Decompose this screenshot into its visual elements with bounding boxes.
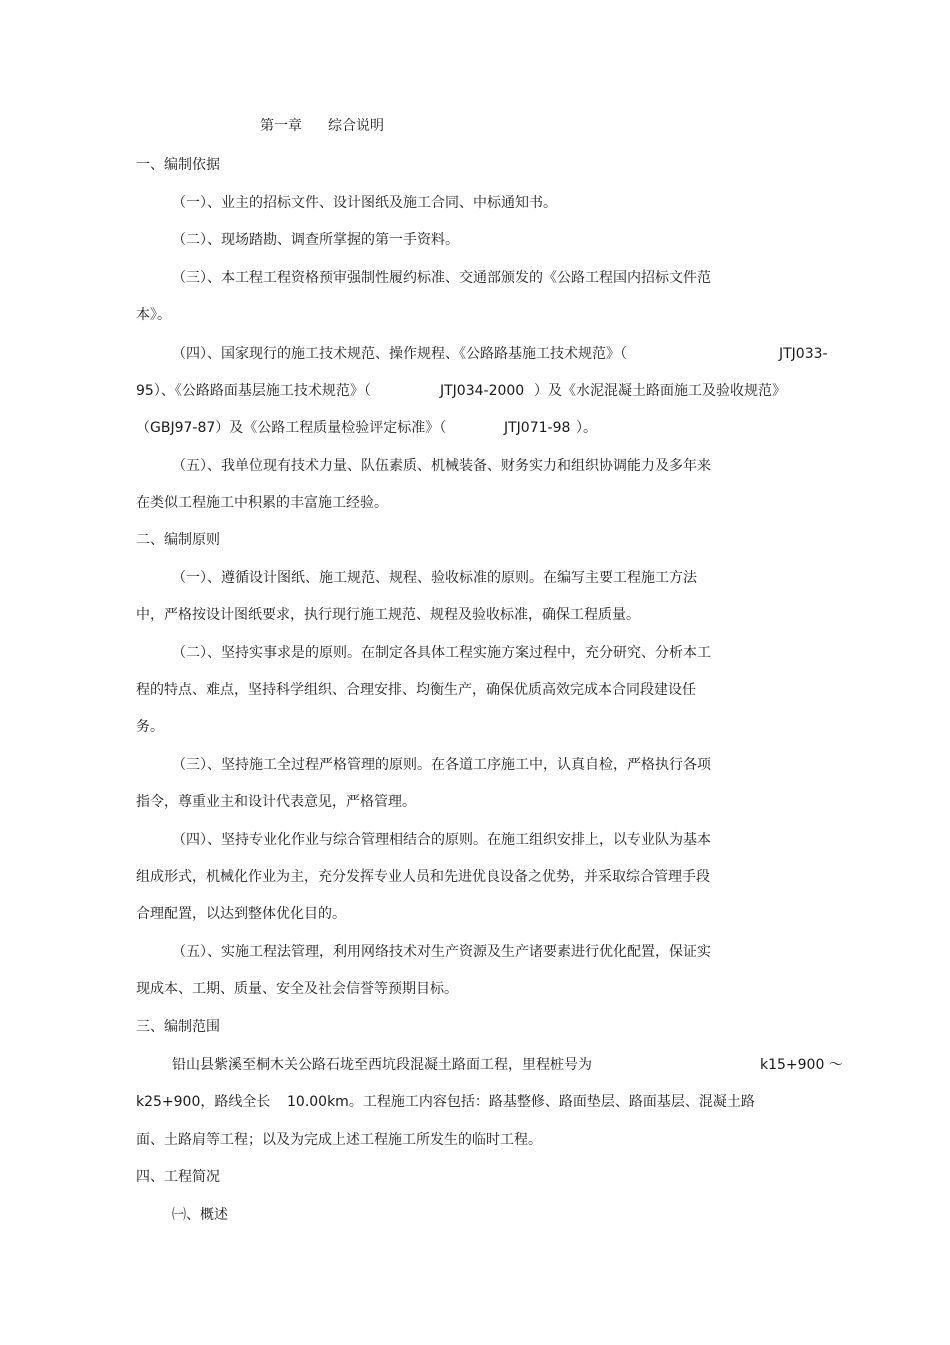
basis-item-5-line-2: 在类似工程施工中积累的丰富施工经验。 bbox=[136, 495, 388, 511]
principle-1-line-1: （一）、遵循设计图纸、施工规范、规程、验收标准的原则。在编写主要工程施工方法 bbox=[172, 570, 697, 586]
principle-2-line-3: 务。 bbox=[136, 719, 164, 735]
principle-4-line-3: 合理配置，以达到整体优化目的。 bbox=[136, 906, 346, 922]
principle-4-line-1: （四）、坚持专业化作业与综合管理相结合的原则。在施工组织安排上，以专业队为基本 bbox=[172, 832, 711, 848]
basis-item-4-code-jtj034: JTJ034-2000 bbox=[440, 383, 525, 399]
basis-item-4-line-3-text: （GBJ97-87）及《公路工程质量检验评定标准》（ bbox=[136, 420, 447, 436]
chapter-number: 第一章 bbox=[260, 118, 302, 134]
principle-2-line-2: 程的特点、难点，坚持科学组织、合理安排、均衡生产，确保优质高效完成本合同段建设任 bbox=[136, 682, 696, 698]
principle-3-line-1: （三）、坚持施工全过程严格管理的原则。在各道工序施工中，认真自检，严格执行各项 bbox=[172, 757, 711, 773]
basis-item-3-line-2: 本》。 bbox=[136, 307, 171, 323]
basis-item-3-line-1: （三）、本工程工程资格预审强制性履约标准、交通部颁发的《公路工程国内招标文件范 bbox=[172, 270, 711, 286]
basis-item-5-line-1: （五）、我单位现有技术力量、队伍素质、机械装备、财务实力和组织协调能力及多年来 bbox=[172, 458, 711, 474]
chapter-title: 综合说明 bbox=[328, 118, 384, 134]
basis-item-4-line-2-tail: ）及《水泥混凝土路面施工及验收规范》 bbox=[534, 383, 786, 399]
scope-chainage-start: k15+900 ～ bbox=[760, 1057, 843, 1073]
scope-line-2-text: 10.00km。工程施工内容包括：路基整修、路面垫层、路面基层、混凝土路 bbox=[287, 1094, 755, 1110]
basis-item-4-code-jtj033: JTJ033- bbox=[779, 346, 828, 362]
section-heading-basis: 一、编制依据 bbox=[136, 157, 220, 173]
basis-item-1: （一）、业主的招标文件、设计图纸及施工合同、中标通知书。 bbox=[172, 195, 557, 211]
scope-line-1-text: 铅山县紫溪至桐木关公路石垅至西坑段混凝土路面工程，里程桩号为 bbox=[172, 1057, 592, 1073]
principle-4-line-2: 组成形式，机械化作业为主，充分发挥专业人员和先进优良设备之优势，并采取综合管理手段 bbox=[136, 869, 710, 885]
overview-subheading: ㈠、概述 bbox=[172, 1207, 228, 1223]
principle-5-line-2: 现成本、工期、质量、安全及社会信誉等预期目标。 bbox=[136, 981, 458, 997]
scope-chainage-end: k25+900，路线全长 bbox=[136, 1094, 271, 1110]
principle-5-line-1: （五）、实施工程法管理，利用网络技术对生产资源及生产诸要素进行优化配置，保证实 bbox=[172, 944, 711, 960]
basis-item-4-line-1-text: （四）、国家现行的施工技术规范、操作规程、《公路路基施工技术规范》（ bbox=[172, 346, 627, 362]
section-heading-principles: 二、编制原则 bbox=[136, 532, 220, 548]
basis-item-4-line-2-text: 95）、《公路路面基层施工技术规范》（ bbox=[136, 383, 371, 399]
principle-2-line-1: （二）、坚持实事求是的原则。在制定各具体工程实施方案过程中，充分研究、分析本工 bbox=[172, 645, 711, 661]
basis-item-2: （二）、现场踏勘、调查所掌握的第一手资料。 bbox=[172, 232, 459, 248]
chapter-heading bbox=[260, 117, 384, 135]
scope-line-3: 面、土路肩等工程；以及为完成上述工程施工所发生的临时工程。 bbox=[136, 1132, 542, 1148]
basis-item-4-code-jtj071: JTJ071-98 bbox=[504, 420, 571, 436]
principle-3-line-2: 指令，尊重业主和设计代表意见，严格管理。 bbox=[136, 794, 416, 810]
section-heading-scope: 三、编制范围 bbox=[136, 1019, 220, 1035]
principle-1-line-2: 中，严格按设计图纸要求，执行现行施工规范、规程及验收标准，确保工程质量。 bbox=[136, 607, 640, 623]
section-heading-overview: 四、工程简况 bbox=[136, 1169, 220, 1185]
basis-item-4-line-3-tail: ）。 bbox=[576, 420, 597, 436]
